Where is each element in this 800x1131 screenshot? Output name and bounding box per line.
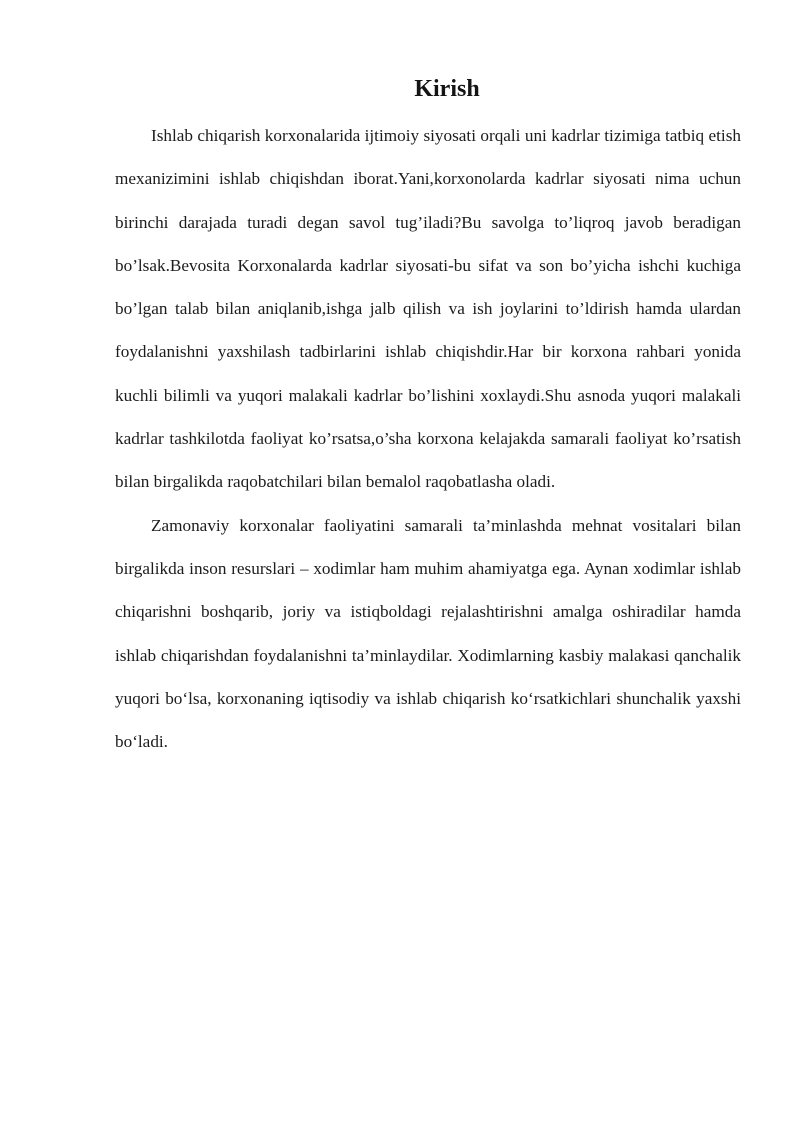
- document-body: [115, 114, 741, 763]
- paragraph-intro: Ishlab chiqarish korxonalarida ijtimoiy siyosati orqali uni kadrlar tizimiga tatbiq etish mexanizimini ishlab chiqishdan iborat.Yani,korxonolarda kadrlar siyosati nima uchun birinchi darajada turadi degan savol tug’iladi?Bu savolga to’liqroq javob beradigan bo’lsak.Bevosita Korxonalarda kadrlar siyosati-bu sifat va son bo’yicha ishchi kuchiga bo’lgan talab bilan aniqlanib,ishga jalb qilish va ish joylarini to’ldirish hamda ulardan foydalanishni yaxshilash tadbirlarini ishlab chiqishdir.Har bir korxona rahbari yonida kuchli bilimli va yuqori malakali kadrlar bo’lishini xoxlaydi.Shu asnoda yuqori malakali kadrlar tashkilotda faoliyat ko’rsatsa,o’sha korxona kelajakda samarali faoliyat ko’rsatish bilan birgalikda raqobatchilari bilan bemalol raqobatlasha oladi.: [115, 126, 741, 492]
- page-title: Kirish: [414, 76, 480, 102]
- paragraph-modern-enterprises: Zamonaviy korxonalar faoliyatini samarali ta’minlashda mehnat vositalari bilan birgalikda inson resurslari – xodimlar ham muhim ahamiyatga ega. Aynan xodimlar ishlab chiqarishni boshqarib, joriy va istiqboldagi rejalashtirishni amalga oshiradilar hamda ishlab chiqarishdan foydalanishni ta’minlaydilar. Xodimlarning kasbiy malakasi qanchalik yuqori bo‘lsa, korxonaning iqtisodiy va ishlab chiqarish ko‘rsatkichlari shunchalik yaxshi bo‘ladi.: [115, 515, 741, 752]
